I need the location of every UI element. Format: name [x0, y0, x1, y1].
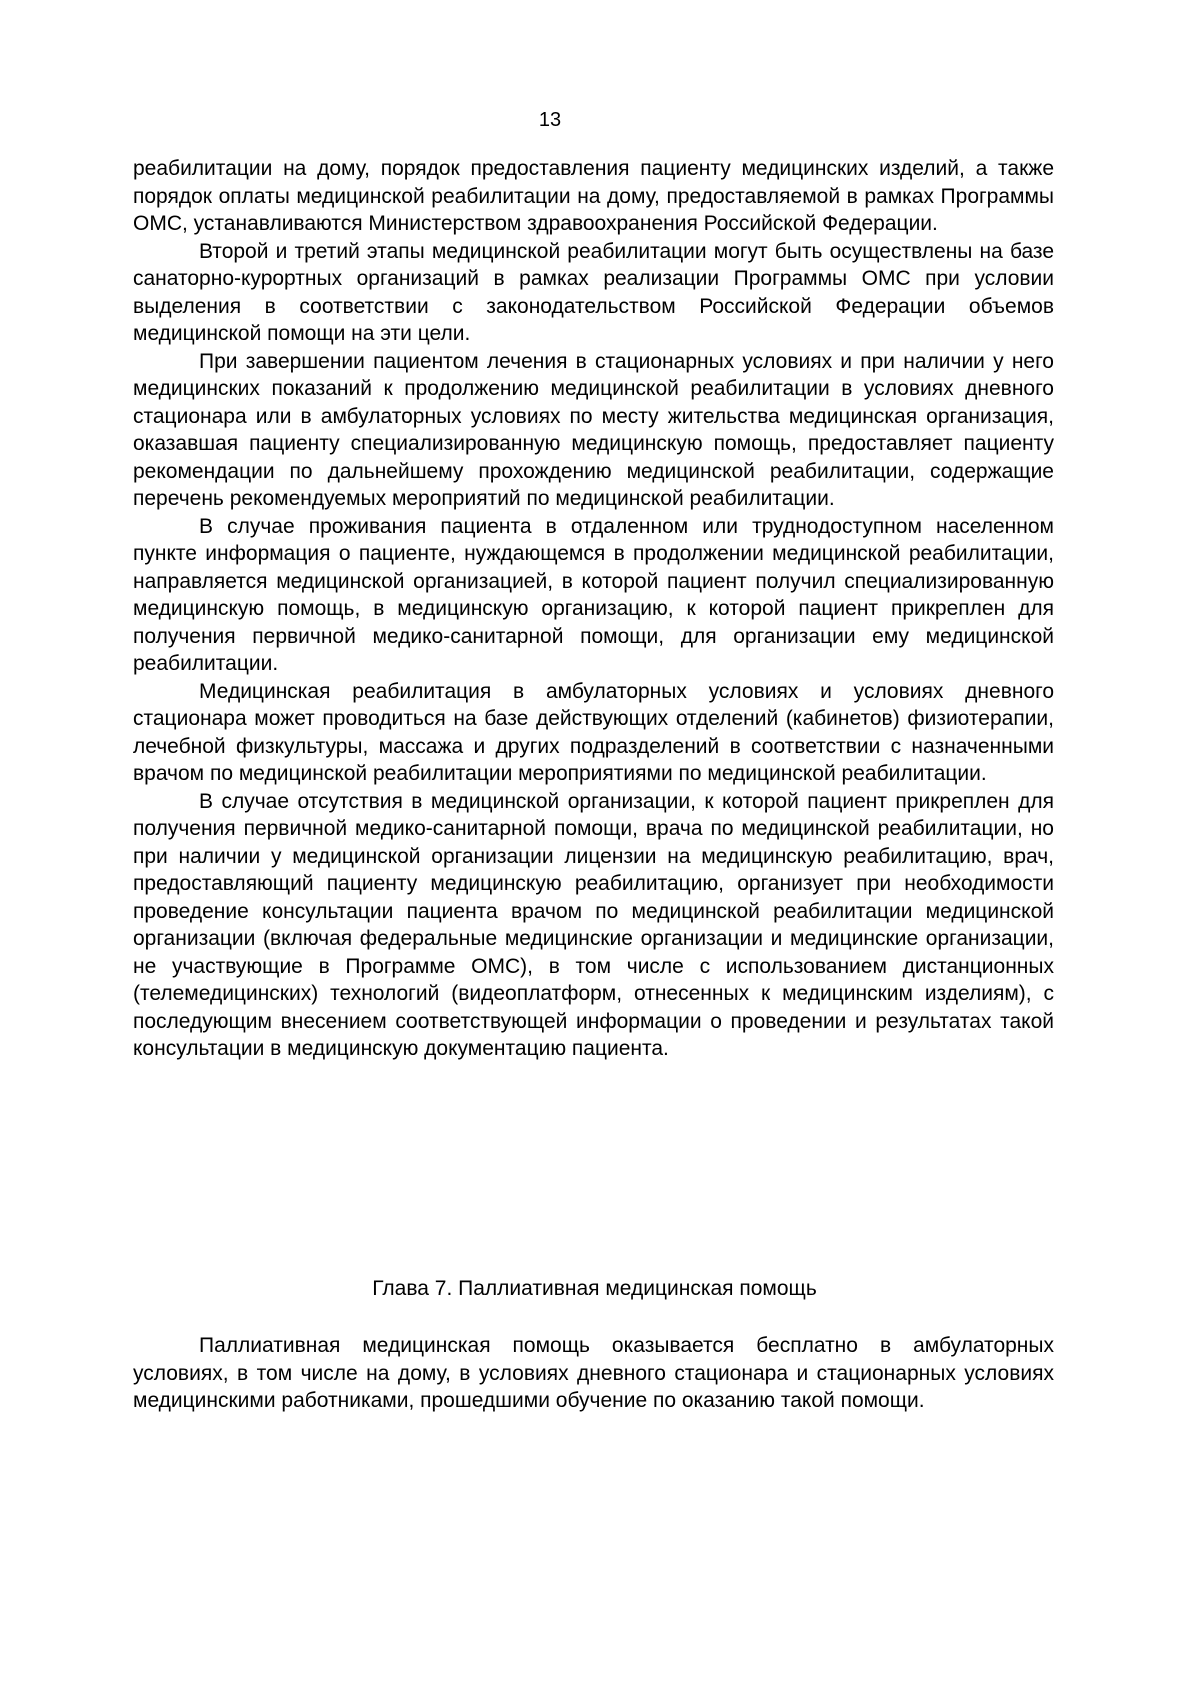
- paragraph-outpatient-rehabilitation: Медицинская реабилитация в амбулаторных условиях и условиях дневного стационара может проводиться на базе действующих отделений (кабинетов) физиотерапии, лечебной физкультуры, массажа и других подразделений в соответствии с назначенными врачом по медицинской реабилитации мероприятиями по медицинской реабилитации.: [133, 679, 1054, 785]
- paragraph-remote-settlement: В случае проживания пациента в отдаленном или труднодоступном населенном пункте информация о пациенте, нуждающемся в продолжении медицинской реабилитации, направляется медицинской организацией, в которой пациент получил специализированную медицинскую помощь, в медицинскую организацию, к которой пациент прикреплен для получения первичной медико-санитарной помощи, для организации ему медицинской реабилитации.: [133, 514, 1054, 675]
- paragraph-palliative-care: Паллиативная медицинская помощь оказывается бесплатно в амбулаторных условиях, в том числе на дому, в условиях дневного стационара и стационарных условиях медицинскими работниками, прошедшими обучение по оказанию такой помощи.: [133, 1334, 1054, 1412]
- paragraph-discharge-recommendations: При завершении пациентом лечения в стационарных условиях и при наличии у него медицинских показаний к продолжению медицинской реабилитации в условиях дневного стационара или в амбулаторных условиях по месту жительства медицинская организация, оказавшая пациенту специализированную медицинскую помощь, предоставляет пациенту рекомендации по дальнейшему прохождению медицинской реабилитации, содержащие перечень рекомендуемых мероприятий по медицинской реабилитации.: [133, 349, 1054, 510]
- page-number: 13: [538, 109, 562, 131]
- paragraph-sanatorium-stages: Второй и третий этапы медицинской реабилитации могут быть осуществлены на базе санаторно-курортных организаций в рамках реализации Программы ОМС при условии выделения в соответствии с законодательством Российской Федерации объемов медицинской помощи на эти цели.: [133, 239, 1054, 345]
- chapter-heading: Глава 7. Паллиативная медицинская помощь: [372, 1277, 817, 1300]
- paragraph-continuation: реабилитации на дому, порядок предоставления пациенту медицинских изделий, а также порядок оплаты медицинской реабилитации на дому, предоставляемой в рамках Программы ОМС, устанавливаются Министерством здравоохранения Российской Федерации.: [133, 157, 1054, 235]
- chapter-body: [133, 1332, 1054, 1415]
- paragraph-consultation-telemedicine: В случае отсутствия в медицинской организации, к которой пациент прикреплен для получения первичной медико-санитарной помощи, врача по медицинской реабилитации, но при наличии у медицинской организации лицензии на медицинскую реабилитацию, врач, предоставляющий пациенту медицинскую реабилитацию, организует при необходимости проведение консультации пациента врачом по медицинской реабилитации медицинской организации (включая федеральные медицинские организации и медицинские организации, не участвующие в Программе ОМС), в том числе с использованием дистанционных (телемедицинских) технологий (видеоплатформ, отнесенных к медицинским изделиям), с последующим внесением соответствующей информации о проведении и результатах такой консультации в медицинскую документацию пациента.: [133, 789, 1054, 1060]
- document-body: [133, 155, 1054, 1063]
